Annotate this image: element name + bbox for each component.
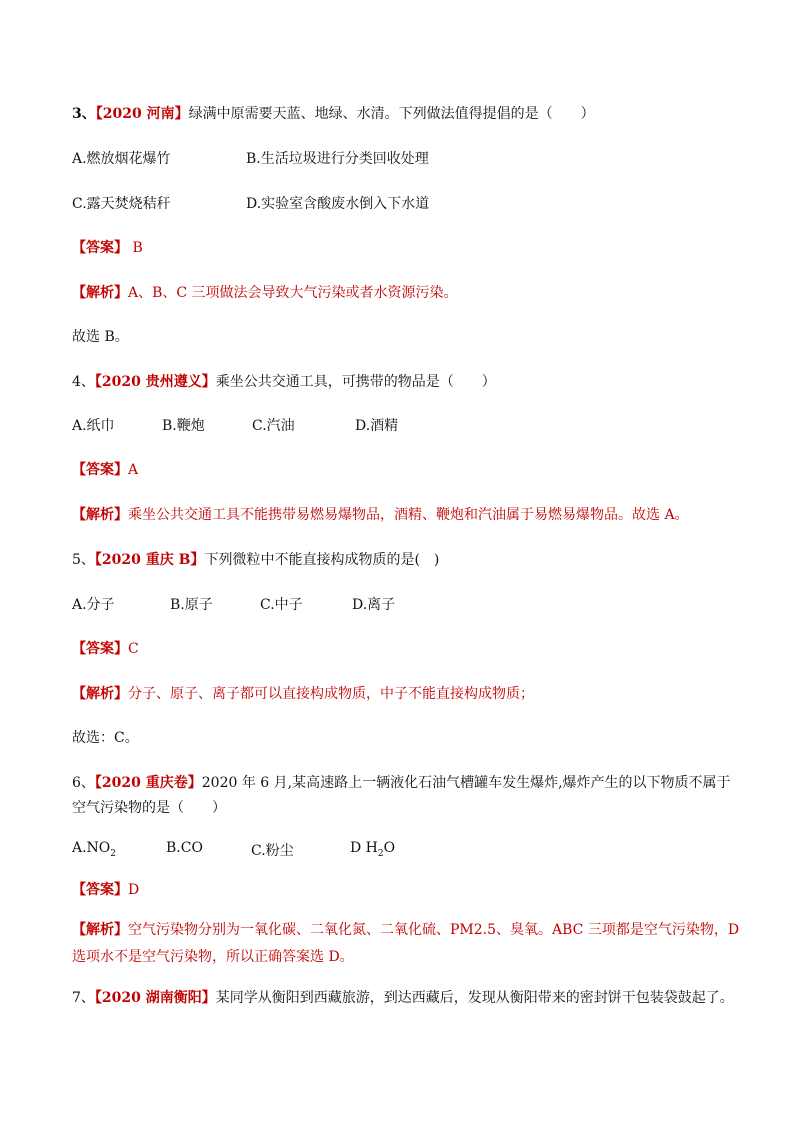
q5-answer-line [72, 638, 139, 658]
q6-analysis: 空气污染物分别为一氧化碳、二氧化氮、二氧化硫、PM2.5、臭氧。ABC 三项都是空气污染物，D [128, 922, 740, 938]
q4-analysis-tag: 【解析】 [72, 507, 128, 523]
q3-stem: 绿满中原需要天蓝、地绿、水清。下列做法值得提倡的是（ ） [188, 106, 595, 122]
q7-stem: 某同学从衡阳到西藏旅游，到达西藏后，发现从衡阳带来的密封饼干包装袋鼓起了。 [215, 990, 734, 1006]
q6-source-tag: 【2020 重庆卷】 [94, 775, 202, 791]
q3-analysis: A、B、C 三项做法会导致大气污染或者水资源污染。 [128, 285, 458, 301]
q6-analysis-tag: 【解析】 [72, 922, 128, 938]
q5-stem-line [72, 549, 439, 569]
q3-option-c: C.露天焚烧秸秆 [72, 196, 171, 212]
q5-option-c: C.中子 [260, 597, 303, 613]
q4-answer: A [128, 462, 139, 478]
q6-stem-line1 [72, 772, 731, 792]
q6-option-a [72, 840, 116, 859]
q6-option-d-sub: 2 [377, 848, 384, 859]
q4-analysis: 乘坐公共交通工具不能携带易燃易爆物品，酒精、鞭炮和汽油属于易燃易爆物品。故选 A。 [128, 507, 689, 523]
q3-option-a: A.燃放烟花爆竹 [72, 151, 171, 167]
q5-option-a: A.分子 [72, 597, 115, 613]
q3-stem-line [72, 103, 595, 123]
q5-number: 5、 [72, 552, 95, 568]
q3-number: 3、 [72, 106, 96, 122]
q5-analysis-tag: 【解析】 [72, 686, 128, 702]
q6-option-c: C.粉尘 [251, 843, 294, 859]
q4-option-d: D.酒精 [355, 418, 399, 434]
q6-analysis-line2: 选项水不是空气污染物，所以正确答案选 D。 [72, 949, 354, 965]
q4-option-b: B.鞭炮 [162, 418, 205, 434]
q7-number: 7、 [72, 990, 95, 1006]
q6-answer: D [128, 882, 140, 898]
q4-stem-line [72, 371, 496, 391]
q6-option-b: B.CO [166, 840, 203, 856]
q6-option-d-tail: O [383, 840, 396, 856]
q6-stem: 2020 年 6 月,某高速路上一辆液化石油气槽罐车发生爆炸,爆炸产生的以下物质不属于 [201, 775, 731, 791]
q6-stem-line2: 空气污染物的是（ ） [72, 800, 226, 816]
q6-option-a-text: A.NO [72, 840, 111, 856]
q5-conclusion: 故选：C。 [72, 730, 139, 746]
q5-analysis: 分子、原子、离子都可以直接构成物质，中子不能直接构成物质； [128, 686, 534, 702]
q6-answer-tag: 【答案】 [72, 882, 128, 898]
q4-answer-line [72, 459, 138, 479]
q3-analysis-line [72, 282, 458, 302]
q6-option-d-text: D H [350, 840, 378, 856]
q5-option-d: D.离子 [352, 597, 396, 613]
q3-answer: B [128, 240, 143, 256]
q4-number: 4、 [72, 374, 95, 390]
q3-conclusion: 故选 B。 [72, 329, 129, 345]
q7-source-tag: 【2020 湖南衡阳】 [94, 990, 216, 1006]
q3-answer-line [72, 237, 143, 257]
q4-analysis-line [72, 504, 689, 524]
q4-answer-tag: 【答案】 [72, 462, 128, 478]
q4-option-c: C.汽油 [252, 418, 295, 434]
q4-stem: 乘坐公共交通工具，可携带的物品是（ ） [215, 374, 496, 390]
q5-answer: C [128, 641, 139, 657]
q4-option-a: A.纸巾 [72, 418, 115, 434]
q5-stem: 下列微粒中不能直接构成物质的是( ) [204, 552, 440, 568]
q5-option-b: B.原子 [170, 597, 213, 613]
q6-number: 6、 [72, 775, 95, 791]
q6-analysis-line1 [72, 919, 739, 939]
q3-option-b: B.生活垃圾进行分类回收处理 [246, 151, 429, 167]
q3-analysis-tag: 【解析】 [72, 285, 128, 301]
q5-source-tag: 【2020 重庆 B】 [94, 552, 205, 568]
q3-source-tag: 【2020 河南】 [95, 106, 189, 122]
q6-option-a-sub: 2 [110, 848, 117, 859]
q6-answer-line [72, 879, 139, 899]
q3-answer-tag: 【答案】 [72, 240, 128, 256]
q3-option-d: D.实验室含酸废水倒入下水道 [246, 196, 430, 212]
q6-option-d [350, 840, 395, 859]
q4-source-tag: 【2020 贵州遵义】 [94, 374, 216, 390]
q7-stem-line [72, 987, 734, 1007]
q5-answer-tag: 【答案】 [72, 641, 128, 657]
q5-analysis-line [72, 683, 534, 703]
